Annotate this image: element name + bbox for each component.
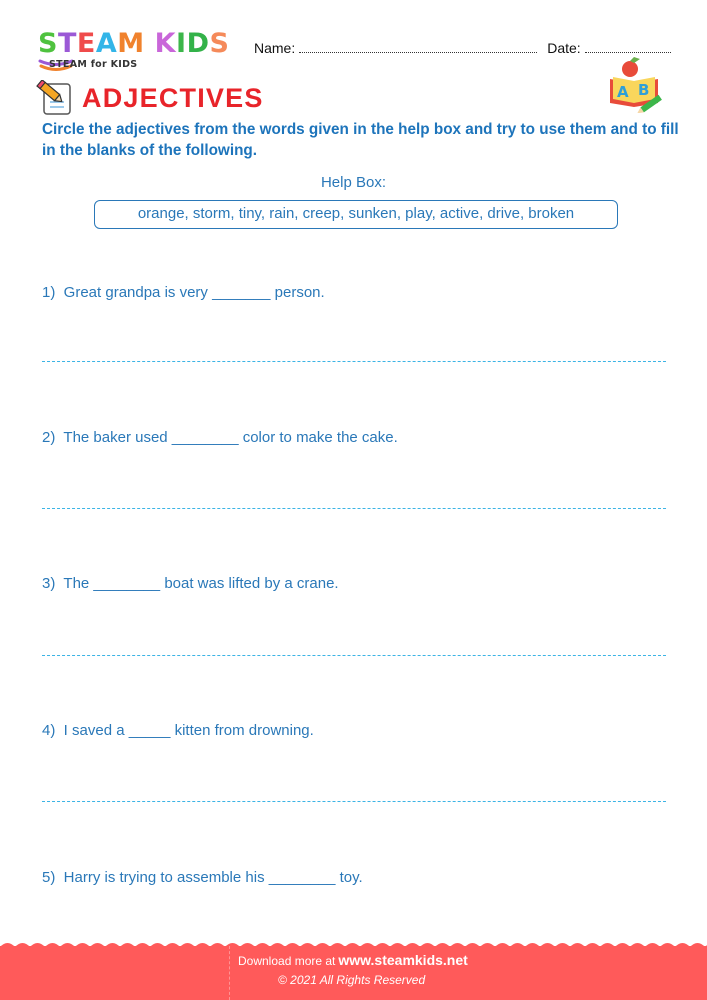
footer bbox=[0, 940, 707, 1000]
pencil-paper-icon bbox=[36, 80, 74, 116]
logo-letter: T bbox=[57, 28, 77, 59]
logo-letter: M bbox=[117, 28, 145, 59]
scalloped-edge bbox=[0, 940, 707, 952]
svg-text:B: B bbox=[638, 81, 650, 99]
copyright-text: © 2021 All Rights Reserved bbox=[278, 973, 426, 987]
help-box-label: Help Box: bbox=[320, 174, 387, 191]
logo-letter: K bbox=[154, 28, 177, 59]
help-box: orange, storm, tiny, rain, creep, sunken, play, active, drive, broken bbox=[94, 200, 618, 229]
logo-letter: A bbox=[95, 28, 118, 59]
question-2: 2) The baker used ________ color to make the cake. bbox=[42, 429, 398, 446]
question-5: 5) Harry is trying to assemble his ________ toy. bbox=[42, 869, 363, 886]
logo-wordmark bbox=[38, 30, 229, 58]
question-4: 4) I saved a _____ kitten from drowning. bbox=[42, 722, 314, 739]
logo-letter: S bbox=[38, 28, 58, 59]
website-link[interactable]: www.steamkids.net bbox=[338, 952, 468, 968]
date-field[interactable] bbox=[585, 43, 671, 53]
logo-letter: E bbox=[76, 28, 96, 59]
date-label: Date: bbox=[547, 40, 581, 56]
answer-line-4[interactable] bbox=[42, 801, 666, 802]
question-1: 1) Great grandpa is very _______ person. bbox=[42, 284, 325, 301]
footer-divider bbox=[229, 946, 230, 1000]
logo-letter: I bbox=[176, 28, 187, 59]
svg-text:A: A bbox=[617, 83, 629, 101]
name-date-fields bbox=[254, 40, 671, 56]
question-3: 3) The ________ boat was lifted by a crane. bbox=[42, 575, 339, 592]
name-field[interactable] bbox=[299, 43, 537, 53]
instructions-text: Circle the adjectives from the words given in the help box and try to use them and to fill in the blanks of the following. bbox=[42, 121, 679, 159]
logo-letter: D bbox=[186, 28, 210, 59]
steam-kids-logo bbox=[38, 30, 238, 74]
download-text: Download more at bbox=[238, 954, 336, 968]
book-apple-ab-icon bbox=[604, 57, 666, 113]
page-title: ADJECTIVES bbox=[82, 82, 264, 113]
answer-line-1[interactable] bbox=[42, 361, 666, 362]
worksheet-title bbox=[36, 80, 264, 116]
name-label: Name: bbox=[254, 40, 296, 56]
answer-line-3[interactable] bbox=[42, 655, 666, 656]
logo-subtitle: STEAM for KIDS bbox=[49, 59, 138, 70]
answer-line-2[interactable] bbox=[42, 508, 666, 509]
logo-letter: S bbox=[209, 28, 230, 59]
footer-download bbox=[238, 952, 468, 968]
